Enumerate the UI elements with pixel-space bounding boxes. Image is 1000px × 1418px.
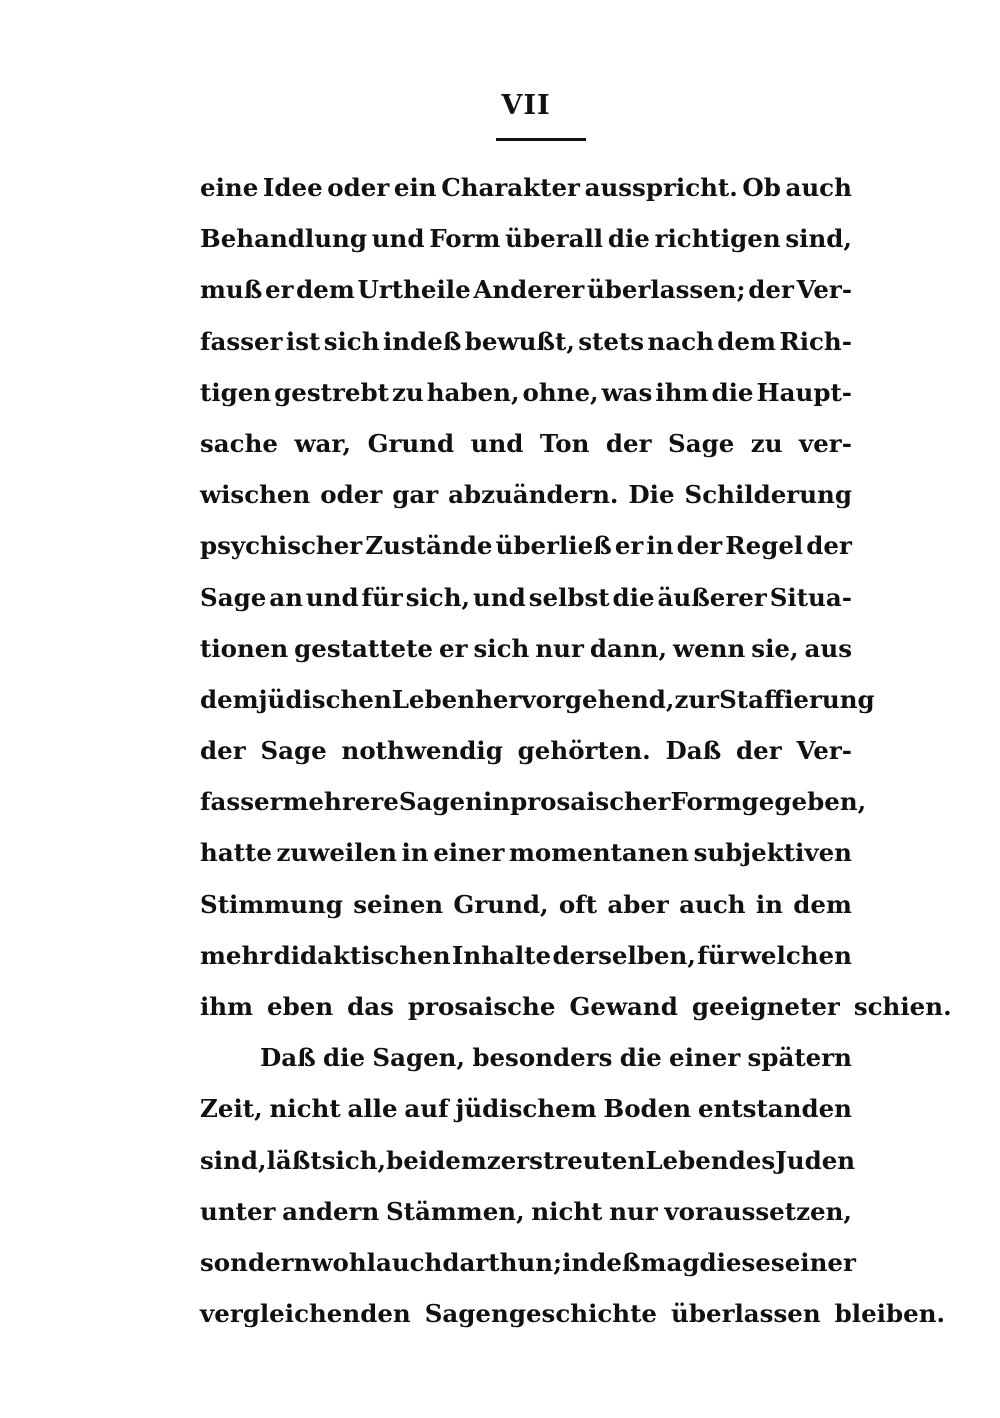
word: die	[323, 1043, 366, 1073]
word: selbst	[528, 582, 610, 612]
word: sind,	[785, 224, 852, 254]
word: fasser	[200, 787, 283, 817]
word: alle	[347, 1094, 398, 1124]
word: bleiben.	[834, 1299, 946, 1329]
word: was	[601, 377, 653, 407]
word: eine	[200, 173, 259, 202]
word: Urtheile	[357, 275, 471, 305]
body-text	[200, 162, 952, 1339]
word: Ver-	[796, 275, 852, 305]
text-line	[200, 879, 852, 930]
word: in	[755, 889, 783, 919]
word: Inhalte	[451, 940, 552, 970]
text-line	[200, 316, 852, 367]
header-rule	[496, 138, 586, 141]
word: auf	[404, 1094, 449, 1124]
word: Ver-	[796, 736, 852, 766]
word: und	[470, 428, 524, 458]
text-line	[200, 367, 852, 418]
word: einer	[784, 1247, 856, 1277]
text-line	[200, 725, 852, 776]
text-line	[200, 981, 952, 1032]
word: Charakter	[441, 173, 580, 202]
word: der	[748, 275, 794, 305]
word: prosaische	[407, 992, 556, 1021]
word: Idee	[262, 173, 323, 202]
word: in	[401, 838, 429, 868]
word: Grund,	[453, 889, 549, 919]
word: dem	[428, 1145, 487, 1175]
word: die	[619, 1043, 662, 1073]
word: sich	[473, 633, 530, 663]
word: bei	[386, 1145, 429, 1175]
word: haben,	[426, 377, 520, 407]
word: Stämmen,	[385, 1196, 525, 1226]
word: Form	[429, 224, 501, 254]
word: ein	[393, 173, 437, 202]
word: einer	[433, 838, 505, 868]
word: der	[605, 428, 652, 458]
word: andern	[282, 1196, 380, 1226]
word: prosaischer	[510, 787, 671, 817]
word: fasser	[200, 326, 283, 356]
word: spätern	[747, 1043, 852, 1073]
word: richtigen	[654, 224, 781, 254]
word: Zustände	[365, 531, 493, 561]
word: aus	[804, 633, 852, 663]
word: muß	[200, 275, 263, 305]
text-line	[200, 264, 852, 315]
word: unter	[200, 1196, 276, 1226]
word: zur	[674, 684, 720, 714]
word: gestattete	[294, 633, 434, 663]
word: besonders	[472, 1043, 613, 1073]
word: tionen	[200, 633, 289, 663]
word: nicht	[269, 1094, 341, 1124]
word: Ob	[742, 173, 781, 202]
word: voraussetzen,	[664, 1196, 852, 1226]
word: überlassen;	[586, 275, 746, 305]
word: Gewand	[569, 992, 678, 1021]
word: Juden	[775, 1145, 856, 1175]
word: entstanden	[697, 1094, 852, 1124]
word: zuweilen	[276, 838, 397, 868]
word: auch	[679, 889, 746, 919]
text-line	[200, 623, 852, 674]
text-line	[200, 418, 852, 469]
word: gegeben,	[741, 787, 867, 817]
word: sondern	[200, 1247, 312, 1277]
word: psychischer	[200, 531, 363, 561]
word: oft	[558, 889, 598, 919]
word: ist	[285, 326, 321, 356]
word: aber	[607, 889, 669, 919]
word: nur	[609, 1196, 658, 1226]
word: Regel	[725, 531, 804, 561]
word: der	[736, 736, 782, 766]
word: dann,	[589, 633, 668, 663]
word: zu	[750, 428, 783, 458]
text-line	[200, 776, 867, 827]
word: dem	[296, 275, 355, 305]
word: für	[697, 940, 739, 970]
word: ohne,	[522, 377, 599, 407]
word: sich,	[321, 1145, 387, 1175]
word: seinen	[353, 889, 444, 919]
word: bewußt,	[464, 326, 575, 356]
paragraph-2-line	[200, 1083, 852, 1134]
word: nur	[535, 633, 584, 663]
page-number: VII	[501, 90, 551, 121]
word: Daß	[260, 1043, 316, 1073]
word: Sage	[200, 582, 267, 612]
word: mehrere	[282, 787, 399, 817]
word: dem	[200, 684, 259, 714]
word: geeigneter	[691, 992, 840, 1021]
word: er	[614, 531, 644, 561]
word: Behandlung	[200, 224, 367, 254]
word: didaktischen	[273, 940, 451, 970]
word: nicht	[531, 1196, 603, 1226]
word: an	[269, 582, 303, 612]
word: er	[439, 633, 468, 663]
text-line	[200, 162, 852, 213]
word: des	[728, 1145, 776, 1175]
word: wenn	[673, 633, 746, 663]
word: indeß	[382, 326, 462, 356]
word: Schilderung	[684, 480, 852, 510]
word: ausspricht.	[584, 173, 738, 202]
word: Grund	[367, 428, 455, 458]
paragraph-2-line	[200, 1288, 946, 1339]
paragraph-2-line	[200, 1135, 856, 1186]
paragraph-2-line	[200, 1032, 852, 1083]
word: Boden	[603, 1094, 692, 1124]
word: welchen	[739, 940, 852, 970]
word: mag	[640, 1247, 700, 1277]
word: sich,	[405, 582, 471, 612]
word: für	[361, 582, 403, 612]
word: gestrebt	[274, 377, 389, 407]
word: darthun;	[442, 1247, 563, 1277]
text-line	[200, 827, 852, 878]
word: das	[347, 992, 394, 1021]
word: äußerer	[657, 582, 767, 612]
word: Form	[670, 787, 742, 817]
word: schien.	[853, 992, 952, 1021]
word: oder	[327, 173, 390, 202]
word: zerstreuten	[486, 1145, 646, 1175]
word: gehörten.	[517, 736, 651, 766]
word: sache	[200, 428, 278, 458]
word: Zeit,	[200, 1094, 263, 1124]
word: und	[473, 582, 526, 612]
word: der	[200, 736, 246, 766]
text-line	[200, 674, 875, 725]
word: läßt	[266, 1145, 322, 1175]
word: dem	[793, 889, 852, 919]
word: hatte	[200, 838, 272, 868]
word: Sagen	[398, 787, 483, 817]
word: oder	[320, 480, 383, 510]
word: und	[305, 582, 359, 612]
word: hervorgehend,	[475, 684, 675, 714]
text-line	[200, 213, 852, 264]
word: Situa-	[769, 582, 852, 612]
word: zu	[391, 377, 424, 407]
word: wohl	[311, 1247, 376, 1277]
word: die	[607, 224, 650, 254]
word: auch	[785, 173, 852, 202]
word: abzuändern.	[448, 480, 619, 510]
word: Haupt-	[756, 377, 852, 407]
word: der	[806, 531, 852, 561]
word: subjektiven	[693, 838, 852, 868]
word: einer	[669, 1043, 741, 1073]
word: Die	[628, 480, 675, 510]
word: überließ	[495, 531, 612, 561]
word: die	[612, 582, 655, 612]
word: Ton	[539, 428, 590, 458]
word: überlassen	[671, 1299, 821, 1329]
word: sind,	[200, 1145, 267, 1175]
word: auch	[375, 1247, 443, 1277]
text-line	[200, 520, 852, 571]
word: dem	[717, 326, 776, 356]
paragraph-2-line	[200, 1237, 856, 1288]
word: jüdischen	[258, 684, 392, 714]
word: indeß	[562, 1247, 641, 1277]
word: Sage	[668, 428, 735, 458]
word: Leben	[391, 684, 476, 714]
word: vergleichenden	[200, 1299, 411, 1329]
word: Staffierung	[719, 684, 875, 714]
word: gar	[392, 480, 439, 510]
word: Sagen,	[372, 1043, 466, 1073]
word: Rich-	[779, 326, 852, 356]
word: ver-	[798, 428, 852, 458]
word: sie,	[751, 633, 799, 663]
word: nach	[647, 326, 714, 356]
word: jüdischem	[455, 1094, 597, 1124]
word: derselben,	[552, 940, 696, 970]
word: in	[482, 787, 511, 817]
word: Sagengeschichte	[424, 1299, 658, 1329]
text-line	[200, 930, 852, 981]
word: Stimmung	[200, 889, 343, 919]
word: war,	[294, 428, 352, 458]
word: eben	[267, 992, 334, 1021]
text-line	[200, 572, 852, 623]
word: dieses	[699, 1247, 785, 1277]
word: Sage	[260, 736, 327, 766]
word: stets	[578, 326, 645, 356]
word: der	[676, 531, 723, 561]
word: überall	[505, 224, 604, 254]
word: sich	[323, 326, 380, 356]
word: die	[711, 377, 754, 407]
word: nothwendig	[341, 736, 503, 766]
paragraph-2-line	[200, 1186, 852, 1237]
word: Leben	[645, 1145, 729, 1175]
word: in	[646, 531, 674, 561]
word: wischen	[200, 480, 311, 510]
word: mehr	[200, 940, 273, 970]
word: ihm	[655, 377, 709, 407]
word: ihm	[200, 992, 254, 1021]
text-line	[200, 469, 852, 520]
word: Anderer	[473, 275, 585, 305]
word: Daß	[665, 736, 722, 766]
word: tigen	[200, 377, 272, 407]
word: er	[265, 275, 294, 305]
word: momentanen	[508, 838, 689, 868]
word: und	[371, 224, 425, 254]
